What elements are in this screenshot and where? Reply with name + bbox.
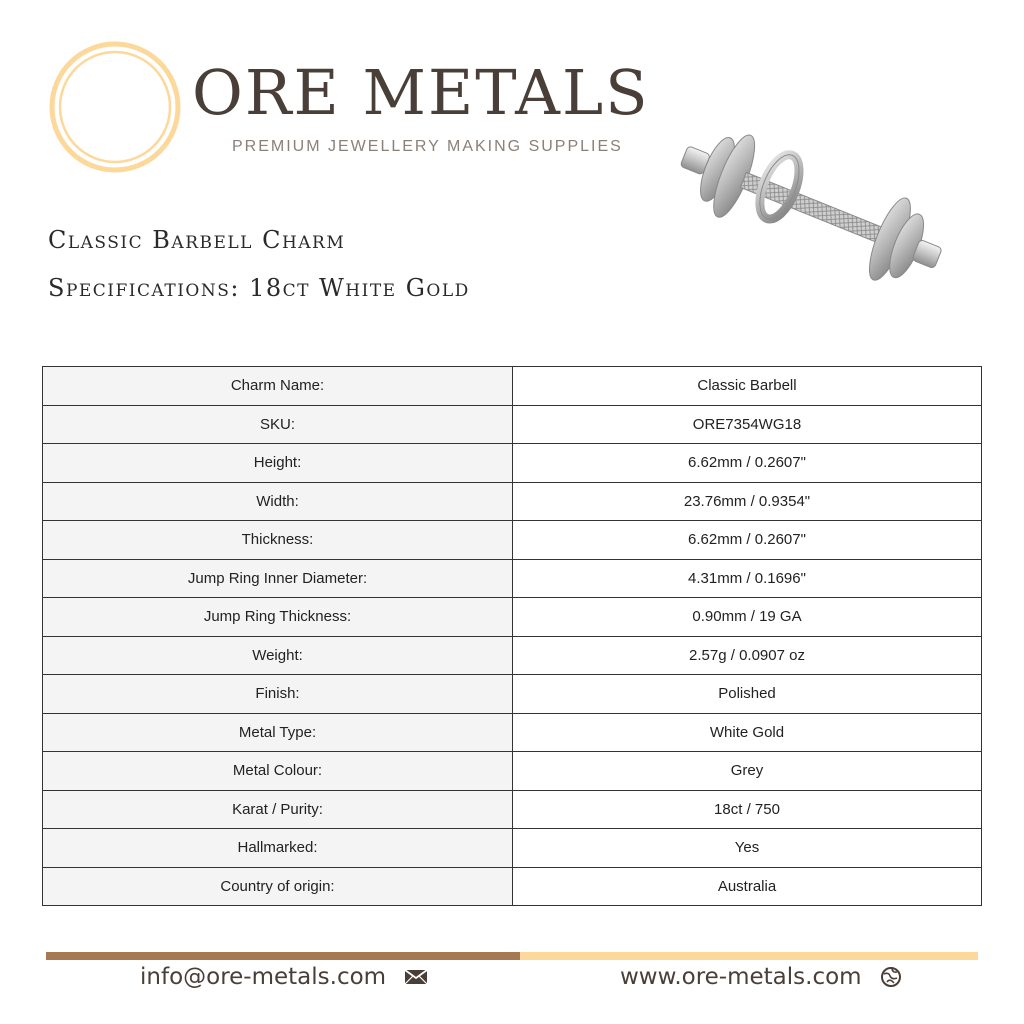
spec-label: Jump Ring Thickness: xyxy=(43,598,513,637)
spec-value: Classic Barbell xyxy=(513,367,982,406)
footer-bar-left xyxy=(46,952,520,960)
spec-label: Width: xyxy=(43,482,513,521)
brand-tagline: PREMIUM JEWELLERY MAKING SUPPLIES xyxy=(232,138,623,155)
table-row xyxy=(43,829,982,868)
envelope-icon xyxy=(404,969,428,985)
spec-value: 6.62mm / 0.2607" xyxy=(513,521,982,560)
spec-label: Country of origin: xyxy=(43,867,513,906)
spec-value: 0.90mm / 19 GA xyxy=(513,598,982,637)
spec-label: Karat / Purity: xyxy=(43,790,513,829)
spec-label: Weight: xyxy=(43,636,513,675)
brand-name: ORE METALS xyxy=(192,56,650,129)
spec-label: Metal Colour: xyxy=(43,752,513,791)
spec-label: Thickness: xyxy=(43,521,513,560)
spec-value: 18ct / 750 xyxy=(513,790,982,829)
spec-value: Yes xyxy=(513,829,982,868)
globe-icon xyxy=(880,966,902,988)
email-link[interactable]: info@ore-metals.com xyxy=(140,964,387,990)
table-row xyxy=(43,444,982,483)
table-row xyxy=(43,559,982,598)
logo-ring-icon xyxy=(48,40,182,174)
table-row xyxy=(43,790,982,829)
table-row xyxy=(43,713,982,752)
product-title: Classic Barbell Charm xyxy=(48,226,346,254)
spec-label: Finish: xyxy=(43,675,513,714)
table-row xyxy=(43,867,982,906)
table-row xyxy=(43,405,982,444)
table-row xyxy=(43,675,982,714)
website-link[interactable]: www.ore-metals.com xyxy=(620,964,862,990)
spec-label: Hallmarked: xyxy=(43,829,513,868)
spec-label: Metal Type: xyxy=(43,713,513,752)
spec-label: Charm Name: xyxy=(43,367,513,406)
table-row xyxy=(43,521,982,560)
footer-bar-right xyxy=(520,952,978,960)
spec-value: 4.31mm / 0.1696" xyxy=(513,559,982,598)
table-row xyxy=(43,636,982,675)
spec-label: Height: xyxy=(43,444,513,483)
table-row xyxy=(43,752,982,791)
barbell-charm-icon xyxy=(655,130,965,290)
spec-value: 23.76mm / 0.9354" xyxy=(513,482,982,521)
spec-value: 6.62mm / 0.2607" xyxy=(513,444,982,483)
spec-value: 2.57g / 0.0907 oz xyxy=(513,636,982,675)
table-row xyxy=(43,367,982,406)
table-row xyxy=(43,482,982,521)
footer-email[interactable] xyxy=(140,964,428,990)
spec-table xyxy=(42,366,982,906)
spec-value: Australia xyxy=(513,867,982,906)
table-row xyxy=(43,598,982,637)
spec-value: ORE7354WG18 xyxy=(513,405,982,444)
spec-label: Jump Ring Inner Diameter: xyxy=(43,559,513,598)
footer-website[interactable] xyxy=(620,964,902,990)
spec-label: SKU: xyxy=(43,405,513,444)
spec-value: Polished xyxy=(513,675,982,714)
specifications-title: Specifications: 18ct White Gold xyxy=(48,274,470,302)
spec-value: Grey xyxy=(513,752,982,791)
spec-value: White Gold xyxy=(513,713,982,752)
